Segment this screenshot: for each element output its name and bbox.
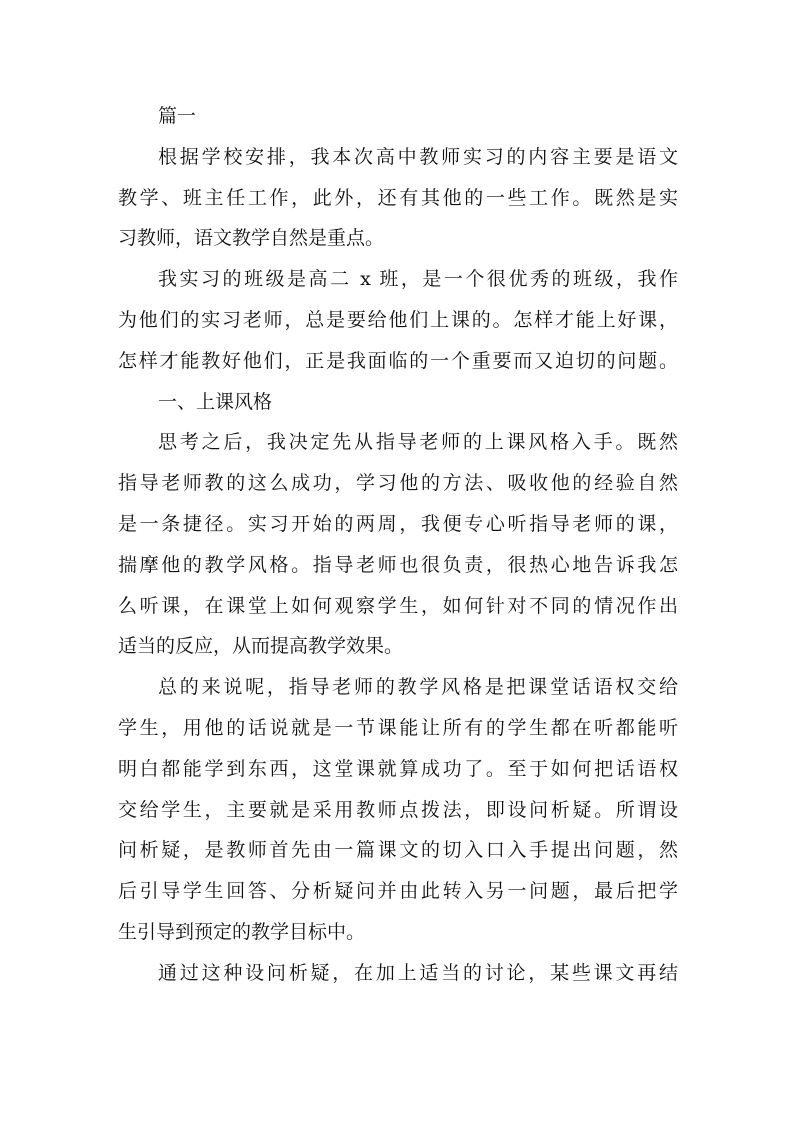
text-line: 通过这种设问析疑，在加上适当的讨论，某些课文再结 xyxy=(158,961,678,984)
text-line: 交给学生，主要就是采用教师点拨法，即设问析疑。所谓设 xyxy=(118,798,678,821)
text-line: 为他们的实习老师，总是要给他们上课的。怎样才能上好课， xyxy=(118,308,678,331)
subsection-heading: 一、上课风格 xyxy=(158,390,273,413)
text-line: 生引导到预定的教学目标中。 xyxy=(118,920,366,943)
text-line: 么听课，在课堂上如何观察学生，如何针对不同的情况作出 xyxy=(118,594,678,617)
text-line: 是一条捷径。实习开始的两周，我便专心听指导老师的课， xyxy=(118,512,678,535)
text-line: 我实习的班级是高二 x 班，是一个很优秀的班级，我作 xyxy=(158,268,678,291)
text-line: 揣摩他的教学风格。指导老师也很负责，很热心地告诉我怎 xyxy=(118,553,678,576)
text-line: 后引导学生回答、分析疑问并由此转入另一问题，最后把学 xyxy=(118,880,678,903)
text-line: 思考之后，我决定先从指导老师的上课风格入手。既然 xyxy=(158,431,678,454)
text-line: 怎样才能教好他们，正是我面临的一个重要而又迫切的问题。 xyxy=(118,349,678,372)
text-line: 学生，用他的话说就是一节课能让所有的学生都在听都能听 xyxy=(118,716,678,739)
text-line: 根据学校安排，我本次高中教师实习的内容主要是语文 xyxy=(158,145,678,168)
text-line: 教学、班主任工作，此外，还有其他的一些工作。既然是实 xyxy=(118,186,678,209)
document-body xyxy=(118,96,678,994)
text-line: 明白都能学到东西，这堂课就算成功了。至于如何把话语权 xyxy=(118,757,678,780)
section-heading: 篇一 xyxy=(158,105,197,127)
text-line: 习教师，语文教学自然是重点。 xyxy=(118,227,385,250)
text-line: 问析疑，是教师首先由一篇课文的切入口入手提出问题，然 xyxy=(118,839,678,862)
text-line: 指导老师教的这么成功，学习他的方法、吸收他的经验自然 xyxy=(118,472,678,495)
text-line: 总的来说呢，指导老师的教学风格是把课堂话语权交给 xyxy=(158,676,678,699)
text-line: 适当的反应，从而提高教学效果。 xyxy=(118,635,404,658)
